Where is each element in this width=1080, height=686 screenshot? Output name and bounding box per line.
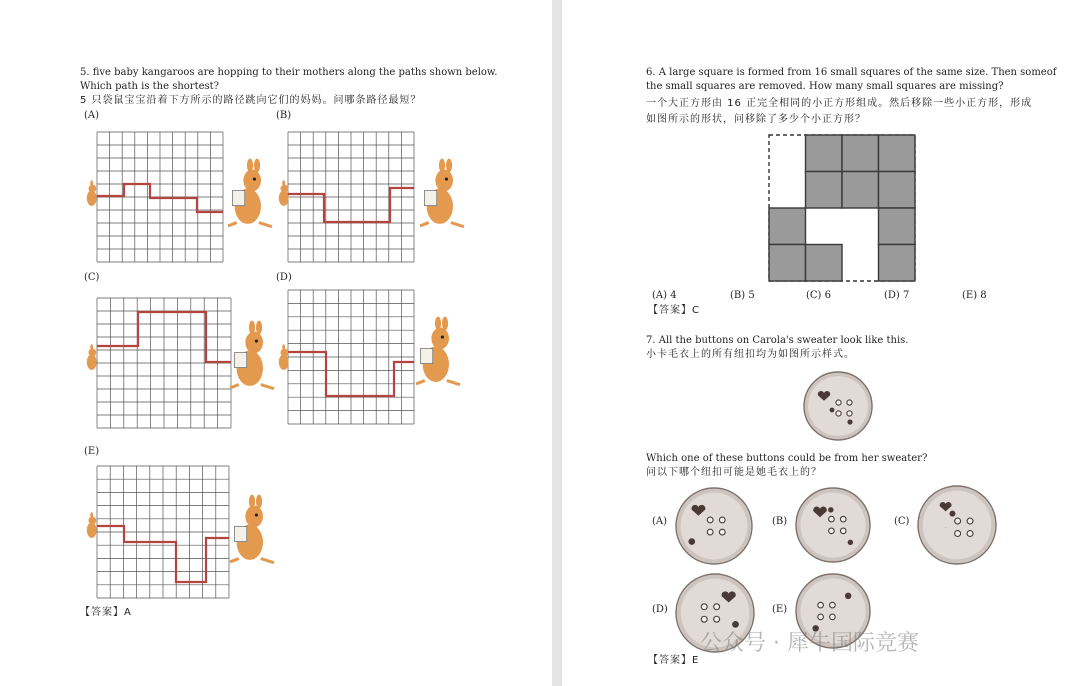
- q5-text-en-2: Which path is the shortest?: [80, 81, 220, 92]
- q7-option-b-label: (B): [772, 516, 788, 527]
- q6-text-en-2: the small squares are removed. How many small squares are missing?: [646, 81, 1004, 92]
- kangaroo-icon: [84, 514, 98, 540]
- button-option-c: [916, 484, 998, 566]
- q5-grid-d: [288, 290, 414, 424]
- q5-option-d-label: (D): [276, 272, 292, 283]
- kangaroo-icon: [230, 322, 274, 390]
- q7-text-zh-1: 小卡毛衣上的所有纽扣均为如图所示样式。: [646, 349, 855, 360]
- q5-grid-b: [288, 132, 414, 262]
- kangaroo-icon: [276, 346, 290, 372]
- q7-option-a-label: (A): [652, 516, 668, 527]
- q6-text-zh-2: 如图所示的形状，问移除了多少个小正方形？: [646, 114, 866, 125]
- kangaroo-icon: [420, 160, 464, 228]
- q5-option-a-label: (A): [84, 110, 100, 121]
- q7-text-en-1: 7. All the buttons on Carola's sweater look like this.: [646, 335, 909, 346]
- kangaroo-icon: [230, 496, 274, 564]
- q6-choice-c: (C) 6: [806, 290, 831, 301]
- q5-grid-a: [97, 132, 223, 262]
- kangaroo-icon: [84, 346, 98, 372]
- q7-answer: 【答案】E: [648, 655, 700, 666]
- q7-option-c-label: (C): [894, 516, 910, 527]
- button-option-b: [794, 486, 872, 564]
- q5-answer: 【答案】A: [80, 607, 132, 618]
- q6-text-en-1: 6. A large square is formed from 16 small squares of the same size. Then someof: [646, 67, 1057, 78]
- q5-grid-e: [97, 466, 229, 598]
- q5-option-c-label: (C): [84, 272, 100, 283]
- kangaroo-icon: [84, 182, 98, 208]
- q7-option-d-label: (D): [652, 604, 668, 615]
- q7-text-en-2: Which one of these buttons could be from her sweater?: [646, 453, 928, 464]
- q5-option-b-label: (B): [276, 110, 292, 121]
- watermark: 公众号 · 犀牛国际竞赛: [700, 631, 919, 656]
- q6-answer: 【答案】C: [648, 305, 700, 316]
- kangaroo-icon: [276, 182, 290, 208]
- q6-choice-d: (D) 7: [884, 290, 910, 301]
- q6-square-figure: [768, 134, 918, 284]
- q5-text-zh: 5 只袋鼠宝宝沿着下方所示的路径跳向它们的妈妈。问哪条路径最短？: [80, 95, 422, 106]
- kangaroo-icon: [416, 318, 460, 386]
- q5-grid-c: [97, 298, 231, 428]
- q5-text-en-1: 5. five baby kangaroos are hopping to their mothers along the paths shown below.: [80, 67, 498, 78]
- q7-option-e-label: (E): [772, 604, 788, 615]
- q6-choice-a: (A) 4: [652, 290, 677, 301]
- q6-text-zh-1: 一个大正方形由 16 正完全相同的小正方形组成。然后移除一些小正方形，形成: [646, 98, 1033, 109]
- q6-choice-b: (B) 5: [730, 290, 755, 301]
- reference-button: [802, 370, 874, 442]
- q7-text-zh-2: 问以下哪个纽扣可能是她毛衣上的？: [646, 467, 822, 478]
- kangaroo-icon: [228, 160, 272, 228]
- q6-choice-e: (E) 8: [962, 290, 987, 301]
- page-divider: [552, 0, 562, 686]
- q5-option-e-label: (E): [84, 446, 100, 457]
- button-option-a: [674, 486, 754, 566]
